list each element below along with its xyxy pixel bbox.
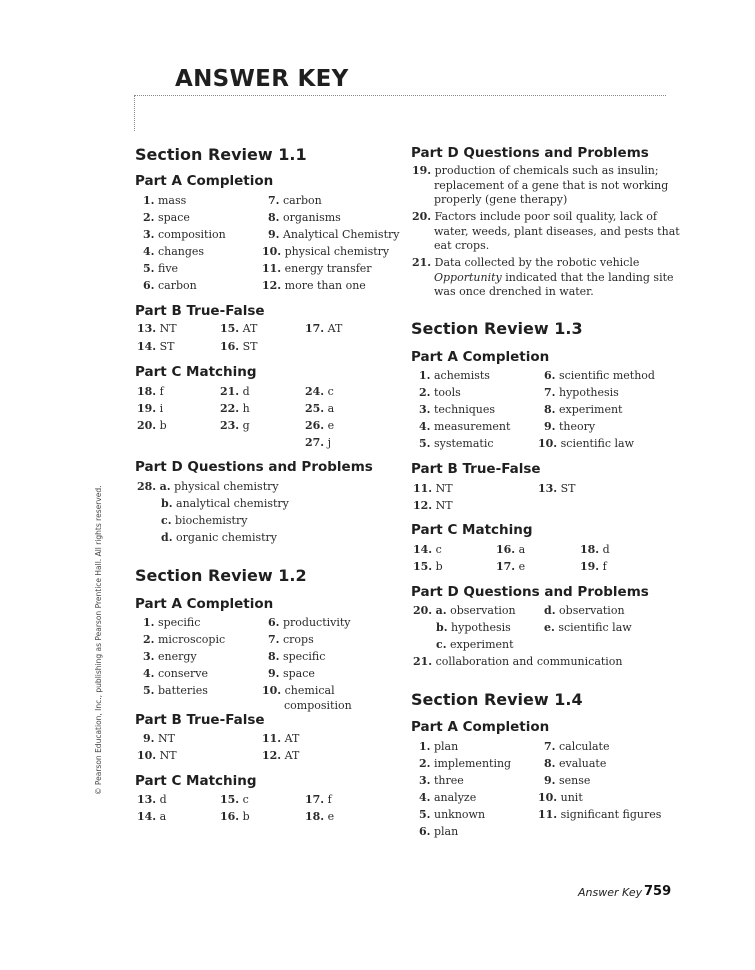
- answer-item: 9. NT: [143, 732, 175, 745]
- answer-item: 8. experiment: [544, 403, 623, 416]
- answer-item: 17. f: [305, 793, 332, 806]
- answer-item: 15. AT: [220, 322, 258, 335]
- copyright-notice: © Pearson Education, Inc., publishing as Pearson Prentice Hall. All rights reserved.: [94, 485, 103, 795]
- answer-item: 24. c: [305, 385, 334, 398]
- answer-item: d. observation: [544, 604, 625, 617]
- answer-item: 9. sense: [544, 774, 591, 787]
- answer-item: 5. batteries: [143, 684, 208, 697]
- part-title: Part A Completion: [411, 719, 550, 735]
- answer-item: 17. AT: [305, 322, 343, 335]
- answer-item: 3. techniques: [419, 403, 496, 416]
- answer-item: 10. physical chemistry: [262, 245, 390, 258]
- answer-item: 7. crops: [268, 633, 314, 646]
- answer-item: 19. i: [137, 402, 164, 415]
- answer-item: 14. a: [137, 810, 167, 823]
- answer-item: 14. c: [413, 543, 442, 556]
- answer-item: 9. theory: [544, 420, 596, 433]
- answer-item: 9. space: [268, 667, 315, 680]
- answer-item: 11. AT: [262, 732, 300, 745]
- part-title: Part B True-False: [411, 461, 541, 477]
- answer-item: 6. scientific method: [544, 369, 655, 382]
- answer-item: 3. energy: [143, 650, 197, 663]
- answer-item: 18. e: [305, 810, 335, 823]
- part-title: Part D Questions and Problems: [135, 459, 373, 475]
- answer-item: 25. a: [305, 402, 335, 415]
- part-title: Part C Matching: [135, 364, 257, 380]
- answer-item: 11. energy transfer: [262, 262, 372, 275]
- answer-item: 26. e: [305, 419, 335, 432]
- part-title: Part B True-False: [135, 303, 265, 319]
- answer-item: 2. implementing: [419, 757, 512, 770]
- part-title: Part D Questions and Problems: [411, 145, 649, 161]
- answer-item: 13. d: [137, 793, 167, 806]
- answer-item: 12. NT: [413, 499, 453, 512]
- header-rule: [134, 95, 666, 96]
- section-title-1-3: Section Review 1.3: [411, 319, 583, 338]
- answer-item: 23. g: [220, 419, 250, 432]
- part-title: Part A Completion: [135, 173, 274, 189]
- answer-item: 20. a. observation: [413, 604, 516, 617]
- answer-item: d. organic chemistry: [161, 531, 278, 544]
- answer-item: 8. specific: [268, 650, 326, 663]
- answer-item: 19. f: [580, 560, 607, 573]
- answer-item: 2. space: [143, 211, 190, 224]
- answer-item: 17. e: [496, 560, 526, 573]
- answer-item: 6. carbon: [143, 279, 197, 292]
- answer-item: 10. chemical composition: [262, 684, 352, 712]
- answer-item: 2. tools: [419, 386, 461, 399]
- section-title-1-4: Section Review 1.4: [411, 690, 583, 709]
- part-title: Part A Completion: [411, 349, 550, 365]
- answer-item: 2. microscopic: [143, 633, 226, 646]
- answer-item: 19. production of chemicals such as insulin; replacement of a gene that is not working properly (gene therapy): [412, 164, 669, 206]
- section-title-1-2: Section Review 1.2: [135, 566, 307, 585]
- answer-item: 16. b: [220, 810, 250, 823]
- answer-item: 8. evaluate: [544, 757, 607, 770]
- answer-item: 5. systematic: [419, 437, 494, 450]
- answer-item: 21. collaboration and communication: [413, 655, 623, 668]
- answer-item: 16. ST: [220, 340, 258, 353]
- answer-item: 9. Analytical Chemistry: [268, 228, 400, 241]
- answer-item: 4. measurement: [419, 420, 511, 433]
- answer-item: 7. calculate: [544, 740, 610, 753]
- answer-item: 13. NT: [137, 322, 177, 335]
- answer-item: 6. plan: [419, 825, 459, 838]
- answer-item: 15. c: [220, 793, 249, 806]
- answer-item: 6. productivity: [268, 616, 351, 629]
- answer-item: 1. plan: [419, 740, 459, 753]
- part-title: Part B True-False: [135, 712, 265, 728]
- answer-item: 10. unit: [538, 791, 583, 804]
- part-title: Part D Questions and Problems: [411, 584, 649, 600]
- answer-item: 1. achemists: [419, 369, 490, 382]
- answer-item: 10. NT: [137, 749, 177, 762]
- answer-item: 3. composition: [143, 228, 226, 241]
- answer-item: 12. AT: [262, 749, 300, 762]
- answer-item: 16. a: [496, 543, 526, 556]
- page-number: 759: [644, 884, 672, 899]
- answer-item: 8. organisms: [268, 211, 341, 224]
- answer-item: 28. a. physical chemistry: [137, 480, 279, 493]
- footer-label: Answer Key: [578, 886, 643, 899]
- answer-item: 4. changes: [143, 245, 205, 258]
- answer-item: 4. analyze: [419, 791, 477, 804]
- answer-item: e. scientific law: [544, 621, 632, 634]
- answer-item: 10. scientific law: [538, 437, 634, 450]
- part-title: Part C Matching: [411, 522, 533, 538]
- section-title-1-1: Section Review 1.1: [135, 145, 307, 164]
- answer-item: 21. d: [220, 385, 250, 398]
- answer-item: 3. three: [419, 774, 464, 787]
- answer-item: c. experiment: [436, 638, 514, 651]
- header-rule-vertical: [134, 95, 135, 131]
- answer-item: 15. b: [413, 560, 443, 573]
- answer-item: 14. ST: [137, 340, 175, 353]
- answer-item: 13. ST: [538, 482, 576, 495]
- answer-item: 1. specific: [143, 616, 201, 629]
- answer-item: 20. b: [137, 419, 167, 432]
- answer-item: b. analytical chemistry: [161, 497, 289, 510]
- page-heading: ANSWER KEY: [175, 66, 349, 92]
- answer-item: c. biochemistry: [161, 514, 248, 527]
- answer-item: 11. NT: [413, 482, 453, 495]
- answer-item: 20. Factors include poor soil quality, lack of water, weeds, plant diseases, and pests that eat crops.: [412, 210, 680, 252]
- answer-item: 7. hypothesis: [544, 386, 619, 399]
- answer-item: b. hypothesis: [436, 621, 511, 634]
- answer-item: 27. j: [305, 436, 332, 449]
- answer-item: 21. Data collected by the robotic vehicle Opportunity indicated that the landing site was once drenched in water.: [412, 256, 674, 298]
- answer-item: 12. more than one: [262, 279, 366, 292]
- answer-item: 1. mass: [143, 194, 187, 207]
- answer-item: 5. unknown: [419, 808, 486, 821]
- answer-item: 7. carbon: [268, 194, 322, 207]
- answer-item: 22. h: [220, 402, 250, 415]
- part-title: Part C Matching: [135, 773, 257, 789]
- answer-item: 18. d: [580, 543, 610, 556]
- part-title: Part A Completion: [135, 596, 274, 612]
- answer-item: 11. significant figures: [538, 808, 662, 821]
- answer-item: 5. five: [143, 262, 179, 275]
- answer-item: 4. conserve: [143, 667, 208, 680]
- answer-item: 18. f: [137, 385, 164, 398]
